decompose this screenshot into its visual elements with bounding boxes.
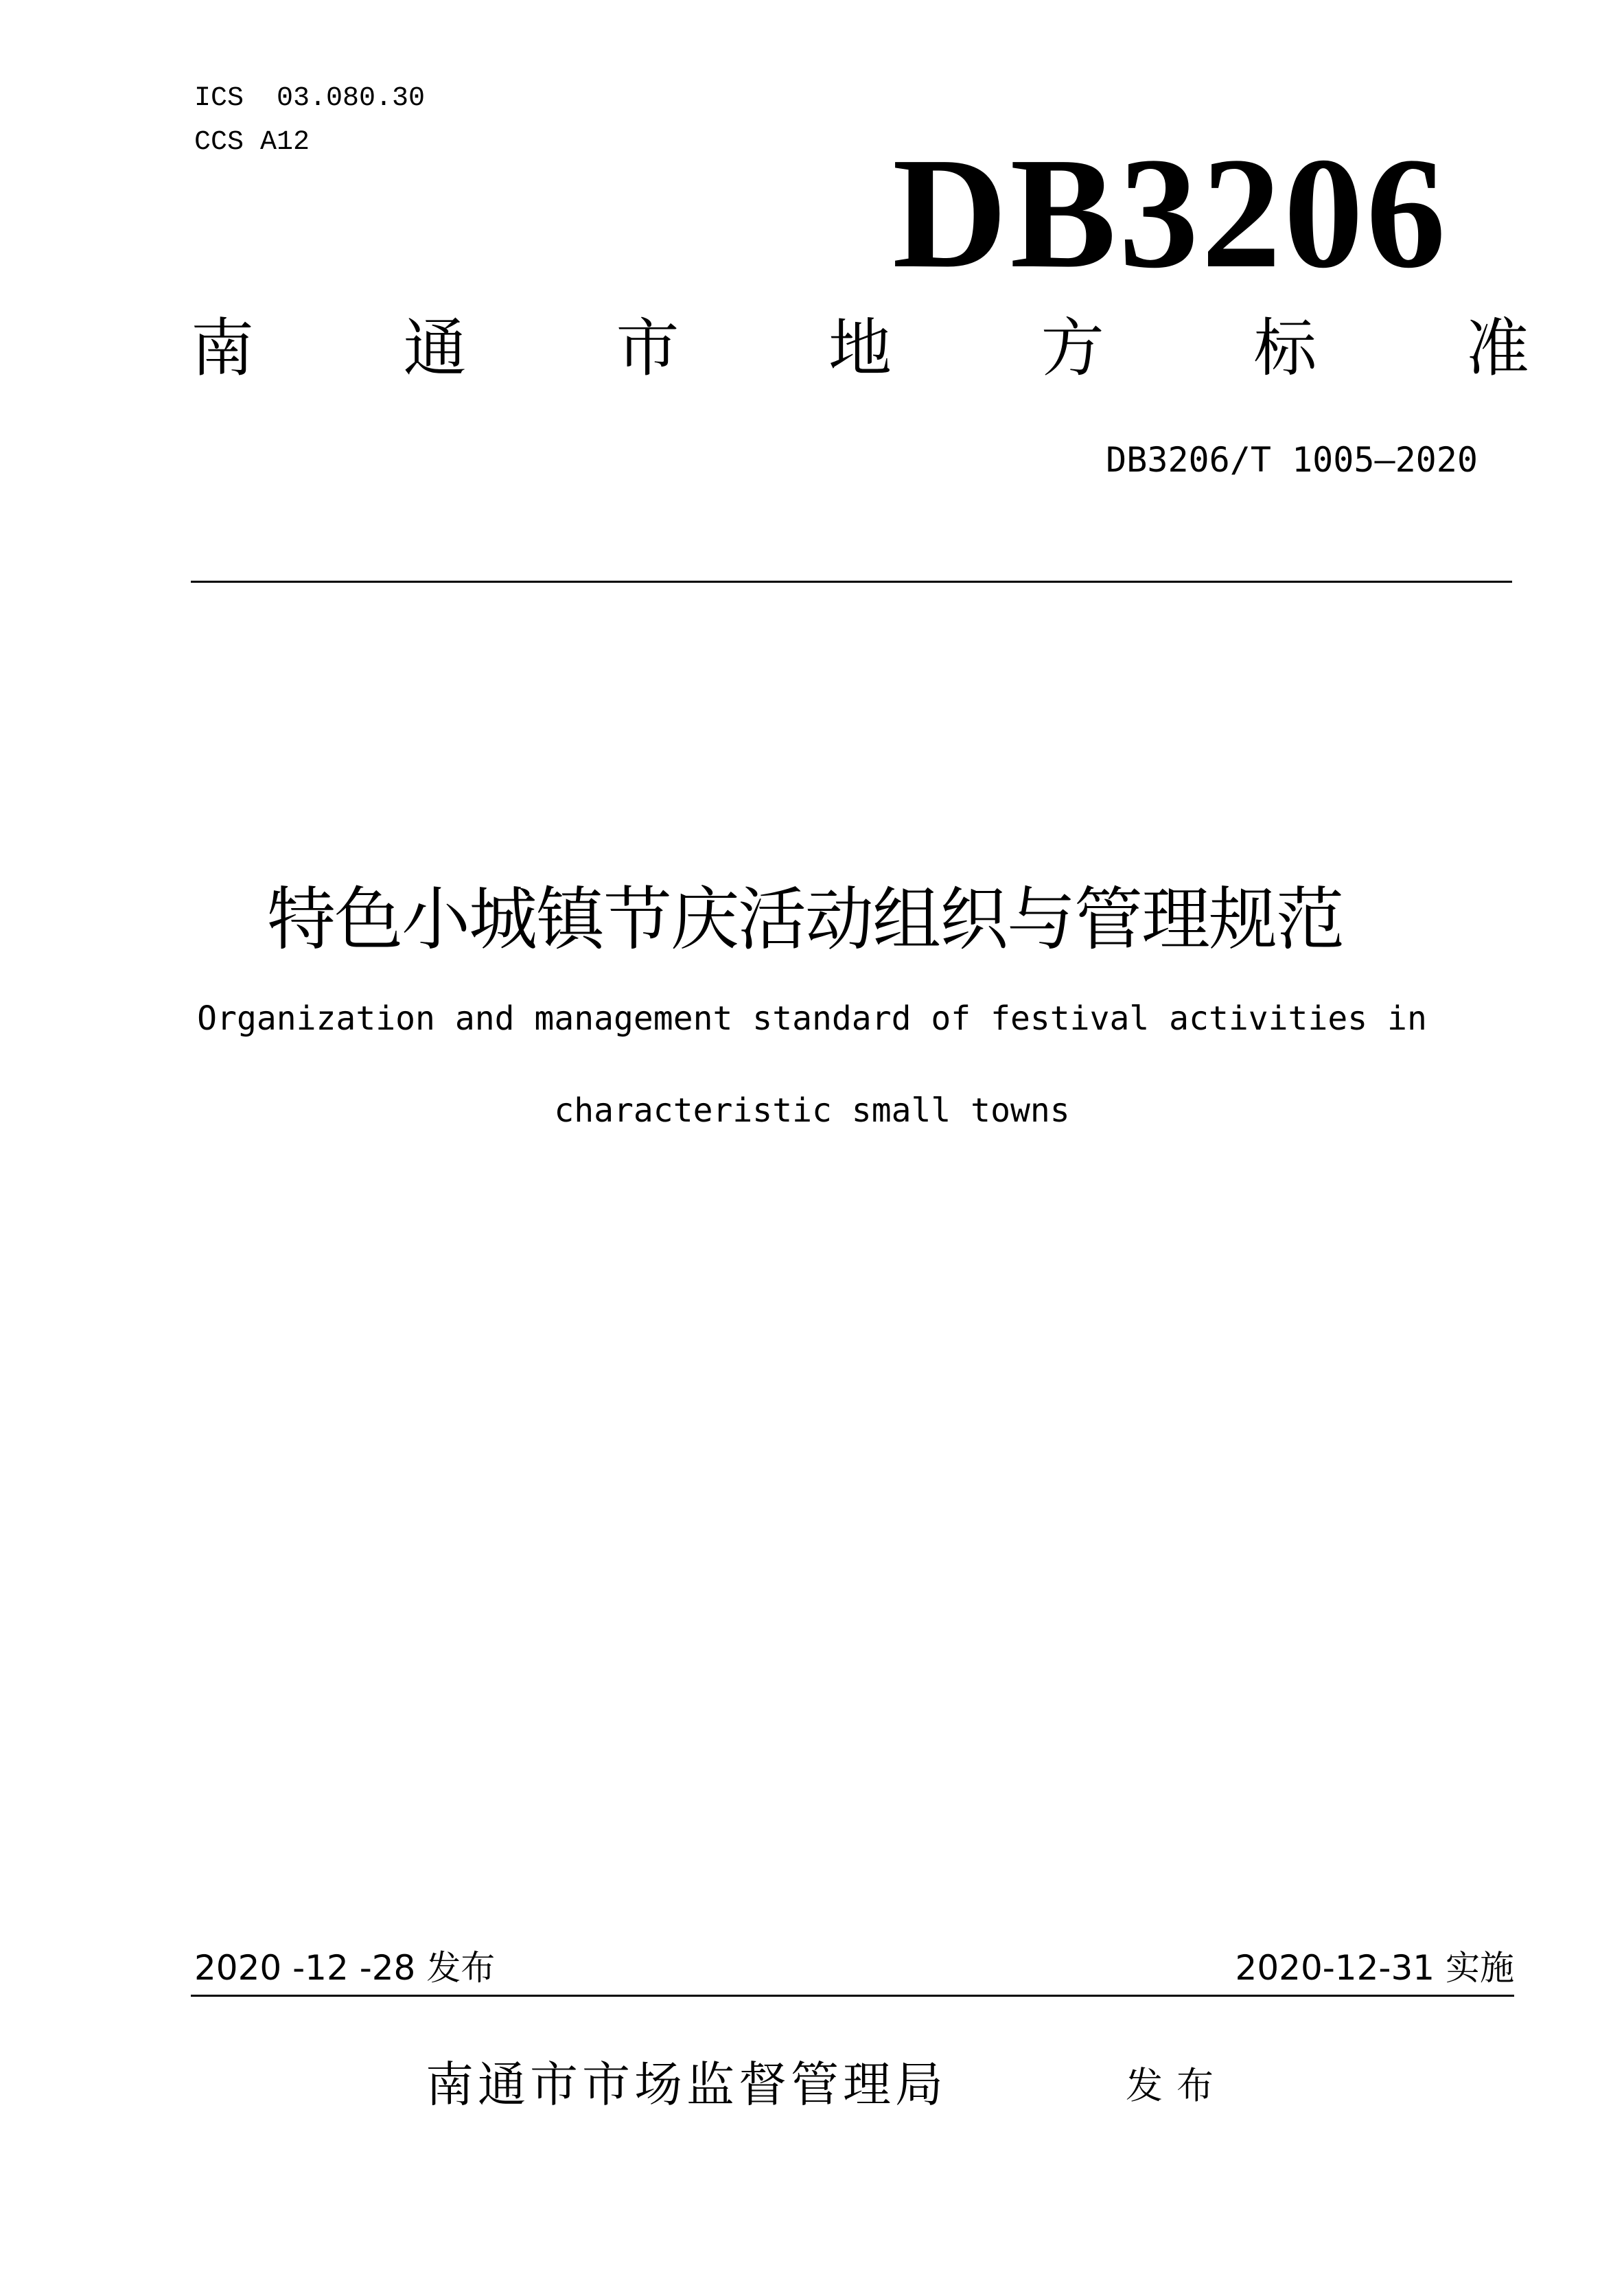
standard-code: DB3206	[892, 125, 1449, 301]
publisher-suffix: 发布	[1126, 2064, 1227, 2107]
standard-type-char: 方	[1041, 312, 1104, 385]
title-chinese-text: 特色小城镇节庆活动组织与管理规范	[267, 879, 1343, 960]
publisher-name: 南通市市场监督管理局	[426, 2056, 947, 2113]
title-chinese	[0, 879, 1624, 960]
standard-number: DB3206/T 1005—2020	[1106, 440, 1478, 480]
title-english-line-2: characteristic small towns	[554, 1091, 1070, 1130]
issue-date: 2020 -12 -28 发布	[194, 1948, 496, 1988]
standard-type-char: 南	[191, 312, 255, 385]
standard-type-char: 标	[1253, 312, 1317, 385]
standard-type	[191, 312, 1529, 385]
title-english-line-1: Organization and management standard of festival activities in	[197, 999, 1427, 1038]
standard-type-char: 通	[403, 312, 467, 385]
standard-type-char: 地	[828, 312, 892, 385]
bottom-divider	[191, 1995, 1514, 1997]
ccs-code: CCS A12	[194, 127, 310, 158]
standard-type-char: 准	[1465, 312, 1529, 385]
top-divider	[191, 581, 1512, 583]
ics-code: ICS 03.080.30	[194, 83, 426, 114]
standard-type-char: 市	[616, 312, 680, 385]
implementation-date: 2020-12-31 实施	[1235, 1948, 1514, 1988]
